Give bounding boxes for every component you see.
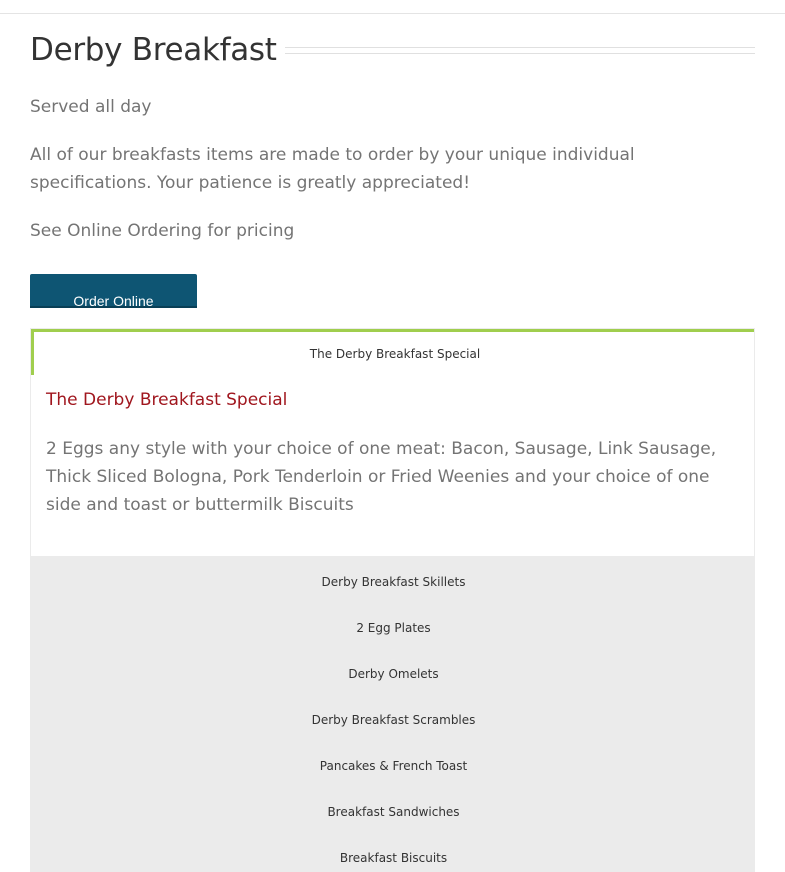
- tab-breakfast-sandwiches[interactable]: Breakfast Sandwiches: [327, 805, 460, 819]
- tab-derby-breakfast-special[interactable]: The Derby Breakfast Special: [31, 329, 755, 375]
- tab-panel-heading: The Derby Breakfast Special: [46, 390, 288, 410]
- header-divider: [0, 13, 785, 14]
- served-all-day-text: Served all day: [30, 97, 152, 117]
- tab-derby-breakfast-scrambles[interactable]: Derby Breakfast Scrambles: [311, 713, 476, 727]
- made-to-order-text: All of our breakfasts items are made to order by your unique individual specifications. Your patience is greatly appreciated!: [30, 145, 635, 193]
- tab-derby-breakfast-skillets[interactable]: Derby Breakfast Skillets: [321, 575, 466, 589]
- menu-tabs: [30, 328, 755, 872]
- tab-2-egg-plates[interactable]: 2 Egg Plates: [356, 621, 431, 635]
- tab-panel-description: 2 Eggs any style with your choice of one meat: Bacon, Sausage, Link Sausage, Thick Sliced Bologna, Pork Tenderloin or Fried Weenies and your choice of one side and toast or buttermilk Biscuits: [46, 439, 717, 515]
- page-title: Derby Breakfast: [30, 32, 277, 68]
- tab-breakfast-biscuits[interactable]: Breakfast Biscuits: [339, 851, 448, 865]
- pricing-note-text: See Online Ordering for pricing: [30, 221, 295, 241]
- tab-list: [31, 556, 755, 872]
- title-separator: [285, 47, 755, 54]
- tab-derby-omelets[interactable]: Derby Omelets: [348, 667, 439, 681]
- order-online-button[interactable]: Order Online: [30, 274, 197, 308]
- tab-pancakes-french-toast[interactable]: Pancakes & French Toast: [319, 759, 468, 773]
- title-row: [30, 28, 755, 72]
